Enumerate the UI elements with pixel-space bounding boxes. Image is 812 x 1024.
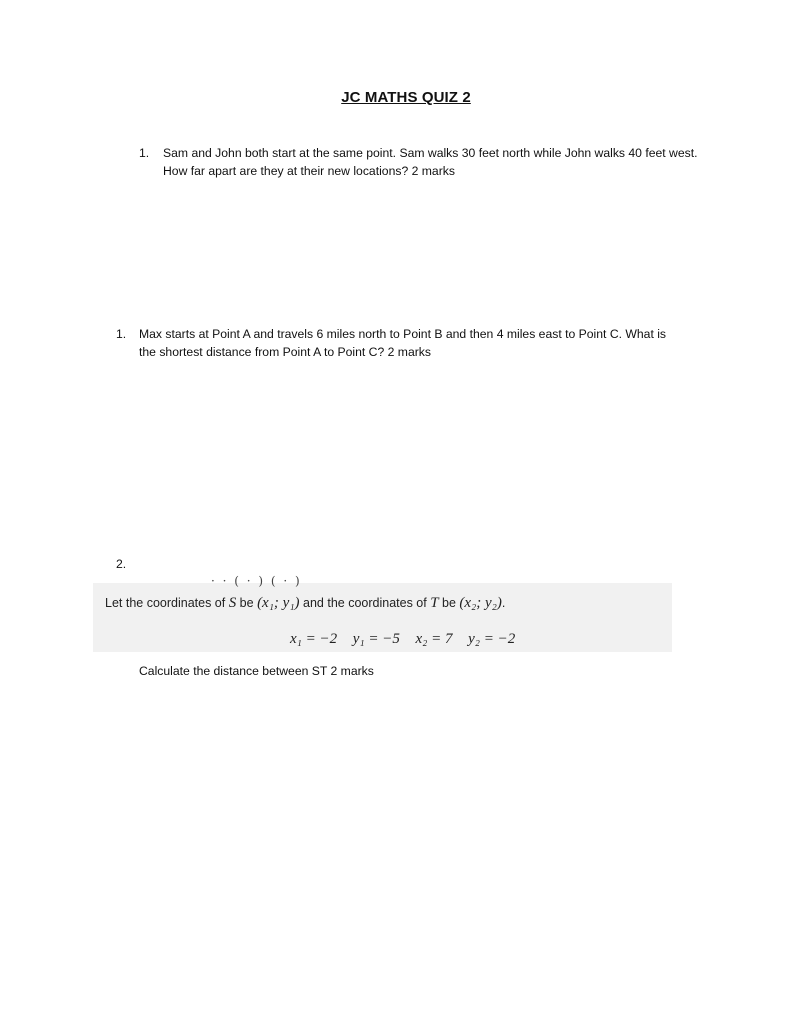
coordinates-s: (x₁; y₁) — [257, 595, 300, 611]
coordinate-values — [290, 631, 527, 648]
point-s-label: S — [228, 595, 237, 611]
coordinates-statement: Let the coordinates of S be (x₁; y₁) and the coordinates of T be (x₂; y₂). — [105, 595, 506, 611]
embedded-coordinates-image — [93, 574, 672, 652]
question-3-number: 2. — [116, 557, 127, 571]
question-number: 1. — [139, 146, 150, 160]
question-number: 1. — [116, 327, 127, 341]
question-text: Max starts at Point A and travels 6 miles north to Point B and then 4 miles east to Point C. What is the shortest distance from Point A to Point C? 2 marks — [139, 327, 667, 359]
calculate-instruction: Calculate the distance between ST 2 marks — [139, 664, 374, 678]
point-t-label: T — [430, 595, 439, 611]
cropped-text-remnant: · · ( · ) ( · ) — [211, 574, 302, 588]
coordinates-t: (x₂; y₂) — [459, 595, 502, 611]
value-x2: x₂ = 7 — [415, 631, 453, 647]
value-y2: y₂ = −2 — [468, 631, 516, 647]
value-x1: x₁ = −2 — [290, 631, 338, 647]
page-title: JC MATHS QUIZ 2 — [341, 89, 471, 106]
value-y1: y₁ = −5 — [352, 631, 400, 647]
question-text: Sam and John both start at the same point. Sam walks 30 feet north while John walks 40 feet west. How far apart are they at their new locations? 2 marks — [163, 146, 698, 178]
